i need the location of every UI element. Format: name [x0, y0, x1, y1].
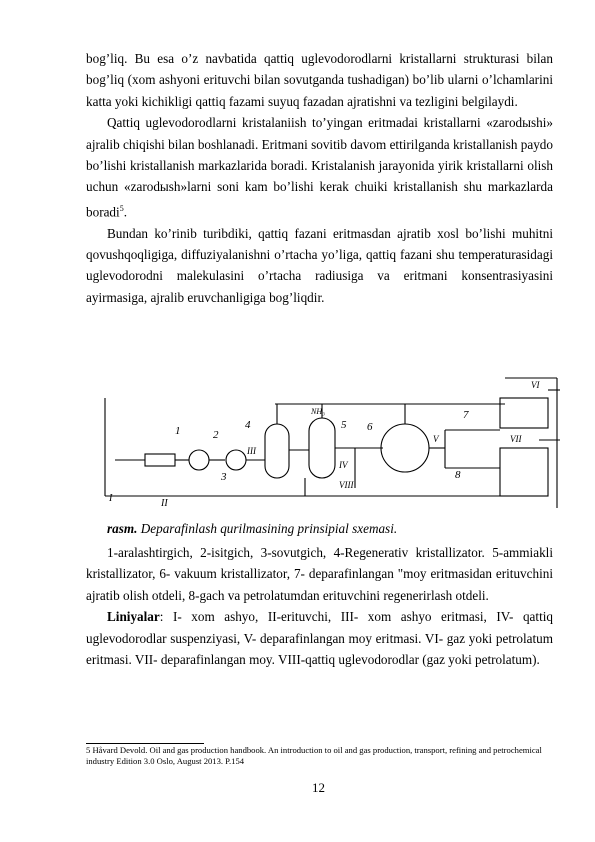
footnote-ref: 5 — [119, 203, 124, 213]
lines-heading: Liniyalar — [107, 609, 160, 625]
paragraph-5 — [86, 606, 553, 670]
label-VII: VII — [510, 434, 522, 444]
process-scheme-figure — [95, 368, 560, 518]
label-III: III — [247, 446, 256, 456]
body-text-bottom — [86, 542, 553, 670]
paragraph-2-text: Qattiq uglevodorodlarni kristalaniish to’yingan eritmadai kristallarni «zarodыshi» ajralib chiqishi bilan boshlanadi. Eritmani sovitib davom ettirilganda kristallanish paydo bo’lishi kristallanish markazlarida boradi. Kristalanish jarayonida yirik kristallarni olish uchun «zarodыsh»larni soni kam bo’lishi kerak chuiki kristallanish shu markazlarda boradi — [86, 115, 553, 220]
label-5: 5 — [341, 419, 347, 431]
paragraph-3: Bundan ko’rinib turibdiki, qattiq fazani eritmasdan ajratib xosl bo’lishi muhitni qovushqoqligiga, diffuziyalanishni o’rtacha yo’liga, qattiq fazani shu temperaturasidagi uglevodorodni malekulasini o’rtacha radiusiga va eritmani konsentrasiyasini ayirmasiga, ajralib eruvchanligiga bog’liqdir. — [86, 225, 553, 305]
label-3: 3 — [221, 471, 227, 483]
label-nh3: NH₃ — [311, 407, 325, 416]
caption-text: Deparafinlash qurilmasining prinsipial sxemasi. — [137, 521, 398, 536]
page-number: 12 — [312, 780, 325, 795]
paragraph-4: 1-aralashtirgich, 2-isitgich, 3-sovutgich, 4-Regenerativ kristallizator. 5-ammiakli kristallizator, 6- vakuum kristallizator, 7- deparafinlangan "moy eritmasidan erituvchini ajratib olish otdeli, 8-gach va petrolatumdan erituvchini regenerirlash otdeli. — [86, 545, 553, 603]
vacuum-crystallizer — [381, 424, 429, 472]
label-2: 2 — [213, 429, 219, 441]
footnote — [86, 745, 556, 766]
label-VIII: VIII — [339, 480, 354, 490]
label-VI: VI — [531, 380, 540, 390]
label-I: I — [109, 493, 113, 504]
body-text-top — [86, 48, 553, 308]
caption-label: rasm. — [107, 521, 138, 536]
label-1: 1 — [175, 425, 181, 437]
cooler-circle — [226, 450, 246, 470]
department-8 — [500, 448, 548, 496]
ammonia-crystallizer — [309, 418, 335, 478]
lines-text: : I- xom ashyo, II-erituvchi, III- xom ashyo eritmasi, IV- qattiq uglevodorodlar suspenziyasi, V- deparafinlangan moy eritmasi. VI- gaz yoki petrolatum eritmasi. VII- deparafinlangan moy. VIII-qattiq uglevodorodlar (gaz yoki petrolatum). — [86, 609, 553, 668]
figure-caption — [107, 521, 397, 537]
heater-circle — [189, 450, 209, 470]
footnote-divider — [86, 743, 204, 744]
department-7 — [500, 398, 548, 428]
footnote-number: 5 — [86, 745, 91, 755]
label-V: V — [433, 434, 439, 444]
label-7: 7 — [463, 409, 469, 421]
label-IV: IV — [339, 460, 348, 470]
label-4: 4 — [245, 419, 251, 431]
label-II: II — [161, 498, 168, 509]
regenerative-crystallizer — [265, 424, 289, 478]
label-6: 6 — [367, 421, 373, 433]
mixer-box — [145, 454, 175, 466]
paragraph-1: bog’liq. Bu esa o’z navbatida qattiq uglevodorodlarni kristallarni strukturasi bilan bog’liq (xom ashyoni erituvchi bilan sovutganda tushadigan) bo’lib ularni o’lchamlarini katta yoki kichikligi qattiq fazami suyuq fazadan ajratishni va tezligini belgilaydi. — [86, 51, 553, 109]
label-8: 8 — [455, 469, 461, 481]
footnote-text: Håvard Devold. Oil and gas production handbook. An introduction to oil and gas production, transport, refining and petrochemical industry Edition 3.0 Oslo, August 2013. P.154 — [86, 745, 542, 766]
paragraph-2: Qattiq uglevodorodlarni kristalaniish to’yingan eritmadai kristallarni «zarodыshi» ajralib chiqishi bilan boshlanadi. Eritmani sovitib davom ettirilganda kristallanish paydo bo’lishi kristallanish markazlarida boradi. Kristalanish jarayonida yirik kristallarni olish uchun «zarodыsh»larni soni kam bo’lishi kerak chuiki kristallanish shu markazlarda boradi$^5$. — [86, 115, 553, 220]
